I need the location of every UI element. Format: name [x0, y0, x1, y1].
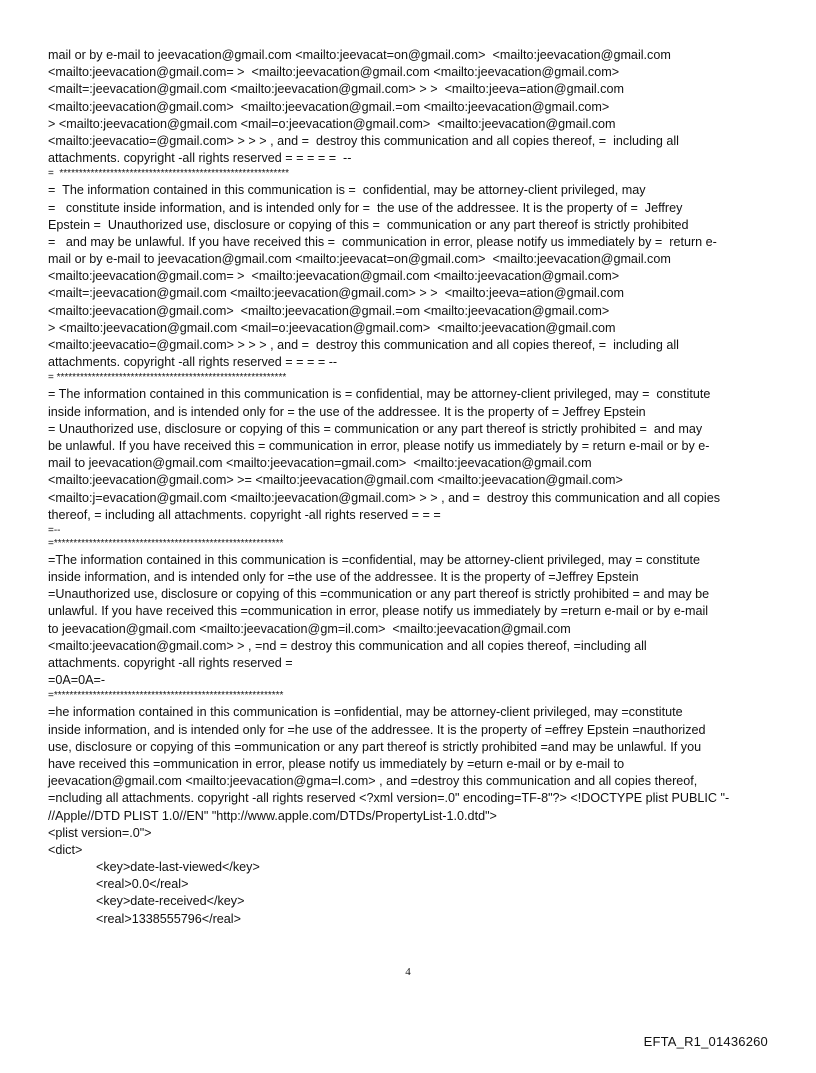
text-line: <dict>	[48, 842, 83, 857]
text-line: <plist version=.0">	[48, 825, 152, 840]
text-line: <real>1338555796</real>	[96, 911, 241, 926]
email-body-text	[48, 47, 776, 928]
text-line: inside information, and is intended only for =the use of the addressee. It is the property of =Jeffrey Epstein	[48, 570, 639, 585]
text-line: <mailto:jeevacation@gmail.com> > , =nd = destroy this communication and all copies thereof, =including all	[48, 638, 647, 653]
text-line: = Unauthorized use, disclosure or copying of this = communication or any part thereof is strictly prohibited = and may	[48, 421, 703, 436]
text-line: <key>date-received</key>	[96, 894, 245, 909]
text-line: be unlawful. If you have received this = communication in error, please notify us immediately by = return e-mail or by e-	[48, 438, 710, 453]
text-line: to jeevacation@gmail.com <mailto:jeevacation@gm=il.com> <mailto:jeevacation@gmail.com	[48, 621, 571, 636]
text-line: <mailto:jeevacatio=@gmail.com> > > > , and = destroy this communication and all copies thereof, = including all	[48, 338, 679, 352]
separator-line: = ***********************************************************	[48, 372, 287, 384]
text-line: =0A=0A=-	[48, 673, 106, 688]
text-line: jeevacation@gmail.com <mailto:jeevacation@gma=l.com> , and =destroy this communication and all copies thereof,	[48, 774, 698, 789]
text-line: = The information contained in this communication is = confidential, may be attorney-client privileged, may = constitute	[48, 387, 711, 402]
text-line: attachments. copyright -all rights reserved = = = = --	[48, 355, 338, 370]
text-line: =--	[48, 524, 61, 536]
text-line: inside information, and is intended only for =he use of the addressee. It is the property of =effrey Epstein =nauthorized	[48, 722, 706, 737]
text-line: unlawful. If you have received this =communication in error, please notify us immediately by =return e-mail or by e-mail	[48, 604, 709, 619]
text-line: = constitute inside information, and is intended only for = the use of the addressee. It is the property of = Jeffrey	[48, 200, 683, 215]
separator-line: =***********************************************************	[48, 537, 284, 549]
text-line: attachments. copyright -all rights reserved =	[48, 656, 293, 670]
text-line: = and may be unlawful. If you have received this = communication in error, please notify us immediately by = return e-	[48, 234, 717, 249]
text-line: <mailto:jeevacation@gmail.com> <mailto:jeevacation@gmail.=om <mailto:jeevacation@gmail.com>	[48, 303, 610, 318]
text-line: use, disclosure or copying of this =ommunication or any part thereof is strictly prohibited =and may be unlawful. If you	[48, 739, 702, 754]
bates-number: EFTA_R1_01436260	[643, 1034, 768, 1049]
text-line: <mailto:jeevacation@gmail.com= > <mailto:jeevacation@gmail.com <mailto:jeevacation@gmail.com>	[48, 65, 620, 80]
text-line: =he information contained in this communication is =onfidential, may be attorney-client privileged, may =constitute	[48, 705, 683, 720]
text-line: <mailto:jeevacation@gmail.com= > <mailto:jeevacation@gmail.com <mailto:jeevacation@gmail.com>	[48, 269, 620, 284]
text-line: = The information contained in this communication is = confidential, may be attorney-client privileged, may	[48, 183, 646, 198]
text-line: > <mailto:jeevacation@gmail.com <mail=o:jeevacation@gmail.com> <mailto:jeevacation@gmail.com	[48, 320, 616, 335]
text-line: <mailt=:jeevacation@gmail.com <mailto:jeevacation@gmail.com> > > <mailto:jeeva=ation@gmail.com	[48, 82, 624, 97]
text-line: Epstein = Unauthorized use, disclosure or copying of this = communication or any part thereof is strictly prohibited	[48, 217, 689, 232]
page-number: 4	[405, 966, 411, 978]
text-line: inside information, and is intended only for = the use of the addressee. It is the property of = Jeffrey Epstein	[48, 404, 646, 419]
text-line: > <mailto:jeevacation@gmail.com <mail=o:jeevacation@gmail.com> <mailto:jeevacation@gmail.com	[48, 116, 616, 131]
text-line: <real>0.0</real>	[96, 877, 189, 892]
text-line: =Unauthorized use, disclosure or copying of this =communication or any part thereof is strictly prohibited = and may be	[48, 587, 710, 602]
text-line: <mailto:j=evacation@gmail.com <mailto:jeevacation@gmail.com> > > , and = destroy this communication and all copies	[48, 490, 721, 505]
separator-line: = ***********************************************************	[48, 168, 290, 180]
text-line: =The information contained in this communication is =confidential, may be attorney-client privileged, may = constitute	[48, 552, 701, 567]
text-line: attachments. copyright -all rights reserved = = = = = --	[48, 151, 352, 166]
separator-line: =***********************************************************	[48, 690, 284, 702]
text-line: <key>date-last-viewed</key>	[96, 860, 260, 875]
text-line: <mailto:jeevacatio=@gmail.com> > > > , and = destroy this communication and all copies thereof, = including all	[48, 133, 679, 148]
text-line: <mailto:jeevacation@gmail.com> <mailto:jeevacation@gmail.=om <mailto:jeevacation@gmail.com>	[48, 99, 610, 114]
text-line: mail or by e-mail to jeevacation@gmail.com <mailto:jeevacat=on@gmail.com> <mailto:jeevacation@gmail.com	[48, 48, 671, 62]
text-line: <mailto:jeevacation@gmail.com> >= <mailto:jeevacation@gmail.com <mailto:jeevacation@gmail.com>	[48, 473, 623, 488]
text-line: thereof, = including all attachments. copyright -all rights reserved = = =	[48, 507, 441, 522]
text-line: mail to jeevacation@gmail.com <mailto:jeevacation=gmail.com> <mailto:jeevacation@gmail.com	[48, 456, 592, 471]
text-line: have received this =ommunication in error, please notify us immediately by =eturn e-mail or by e-mail to	[48, 756, 625, 771]
text-line: =ncluding all attachments. copyright -all rights reserved <?xml version=.0" encoding=TF-8"?> <!DOCTYPE plist PUBLIC "-	[48, 791, 730, 806]
text-line: <mailt=:jeevacation@gmail.com <mailto:jeevacation@gmail.com> > > <mailto:jeeva=ation@gmail.com	[48, 286, 624, 301]
text-line: //Apple//DTD PLIST 1.0//EN" "http://www.apple.com/DTDs/PropertyList-1.0.dtd">	[48, 808, 497, 823]
text-line: mail or by e-mail to jeevacation@gmail.com <mailto:jeevacat=on@gmail.com> <mailto:jeevacation@gmail.com	[48, 252, 671, 267]
